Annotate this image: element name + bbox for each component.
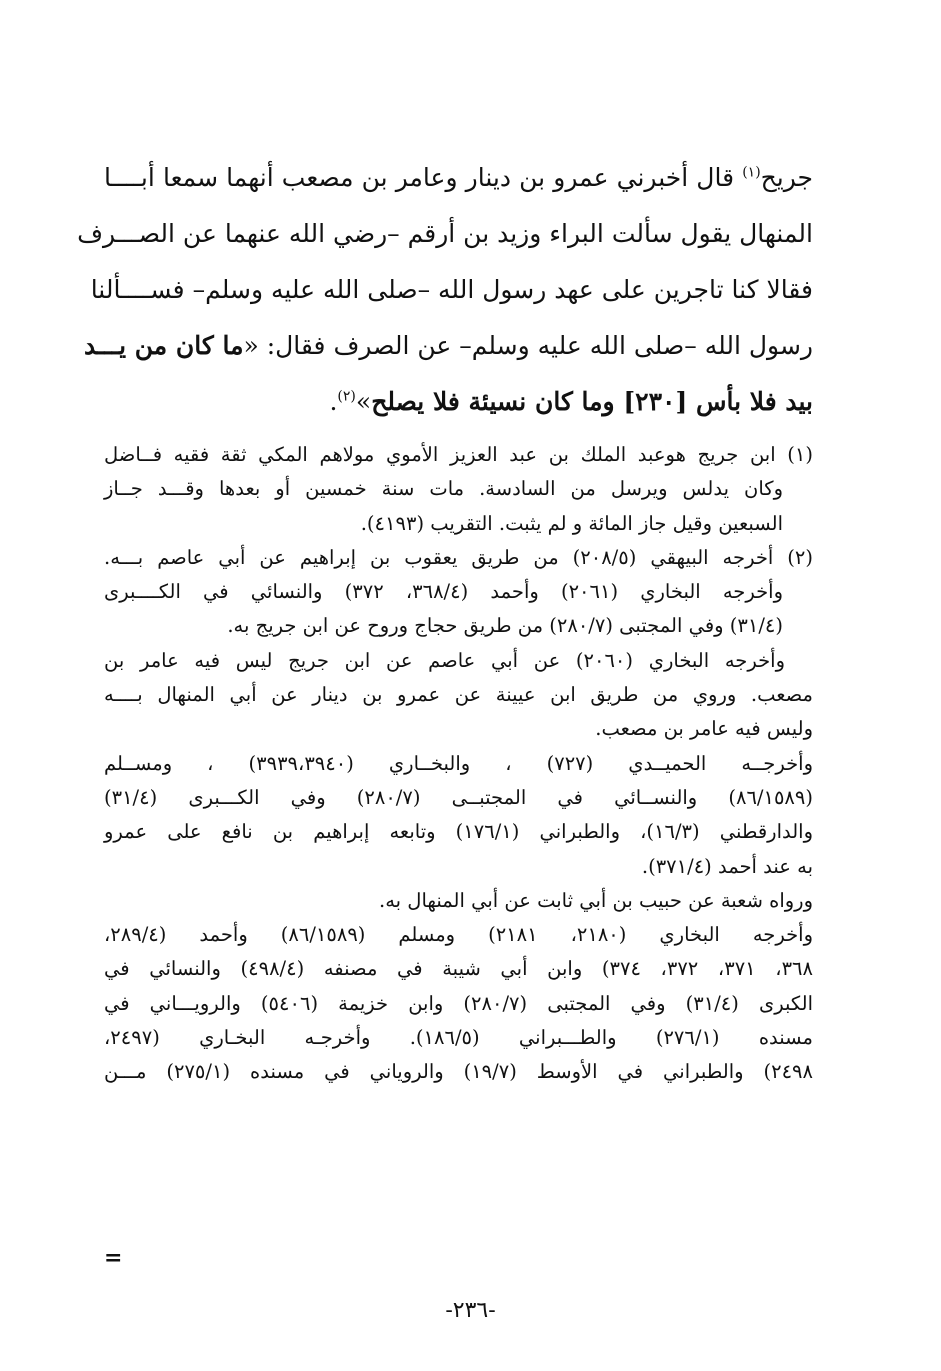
footnotes-block <box>104 438 813 1090</box>
main-text-block <box>77 150 813 430</box>
footnote-line: ٢٤٩٨) والطبراني في الأوسط (١٩/٧) والروياني في مسنده (٢٧٥/١) مـــن <box>104 1060 813 1084</box>
footnote-line: (٨٦/١٥٨٩) والنســائي في المجتبــى (٢٨٠/٧) وفي الكـــبرى (٣١/٤) <box>104 785 813 809</box>
footnote-line: وأخرجه البخاري (٢١٨٠، ٢١٨١) ومسلم (٨٦/١٥٨٩) وأحمد (٢٨٩/٤، <box>104 923 813 947</box>
footnote-line: (١) ابن جريج هوعبد الملك بن عبد العزيز الأموي مولاهم المكي ثقة فقيه فــاضل <box>104 443 813 466</box>
footnote-line: ٣٦٨، ٣٧١، ٣٧٢، ٣٧٤) وابن أبي شيبة في مصنفه (٤٩٨/٤) والنسائي في <box>104 957 813 981</box>
footnote-line: (٢) أخرجه البيهقي (٢٠٨/٥) من طريق يعقوب بن إبراهيم عن أبي عاصم بـــه. <box>104 545 813 569</box>
footnote-line: وأخرجه البخاري (٢٠٦١) وأحمد (٣٦٨/٤، ٣٧٢) والنسائي في الكــــبرى <box>104 580 784 604</box>
footnote-line: وأخرجــه الحميــدي (٧٢٧) ، والبخــاري (٣٩٣٩،٣٩٤٠) ، ومســلم <box>104 751 813 775</box>
main-line: بيد فلا بأس [٢٣٠] وما كان نسيئة فلا يصلح»$^{(٢)}$. <box>329 387 813 416</box>
main-line: المنهال يقول سألت البراء وزيد بن أرقم –رضي الله عنهما عن الصـــرف <box>77 219 813 248</box>
footnote-line: الكبرى (٣١/٤) وفي المجتبى (٢٨٠/٧) وابن خزيمة (٥٤٠٦) والرويـــاني في <box>104 991 813 1015</box>
footnote-line: مسنده (٢٧٦/١) والطـــبراني (١٨٦/٥). وأخرجـه البخـاري (٢٤٩٧، <box>104 1026 813 1050</box>
main-line: فقالا كنا تاجرين على عهد رسول الله –صلى الله عليه وسلم– فســــألنا <box>90 275 813 304</box>
continuation-mark: = <box>104 1245 123 1271</box>
footnote-line: السبعين وقيل جاز المائة و لم يثبت. التقريب (٤١٩٣). <box>360 511 783 535</box>
footnote-line: وليس فيه عامر بن مصعب. <box>595 717 813 741</box>
page-number: -٢٣٦- <box>445 1298 496 1323</box>
footnote-line: ورواه شعبة عن حبيب بن أبي ثابت عن أبي المنهال به. <box>379 888 813 912</box>
footnote-line: والدارقطني (١٦/٣)، والطبراني (١٧٦/١) وتابعه إبراهيم بن نافع على عمرو <box>104 820 814 844</box>
footnote-line: به عند أحمد (٣٧١/٤). <box>641 854 813 878</box>
footnote-line: مصعب. وروي من طريق ابن عيينة عن عمرو بن دينار عن أبي المنهال بــــه <box>104 683 813 707</box>
main-line: رسول الله –صلى الله عليه وسلم– عن الصرف فقال: «ما كان من يـــد <box>83 331 813 360</box>
footnote-line: (٣١/٤) وفي المجتبى (٢٨٠/٧) من طريق حجاج وروح عن ابن جريج به. <box>227 614 783 638</box>
footnote-line: وأخرجه البخاري (٢٠٦٠) عن أبي عاصم عن ابن جريج ليس فيه عامر بن <box>104 648 785 672</box>
main-line: جريح$^{(١)}$ قال أخبرني عمرو بن دينار وعامر بن مصعب أنهما سمعا أبــــا <box>104 163 813 192</box>
footnote-line: وكان يدلس ويرسل من السادسة. مات سنة خمسين أو بعدها وقـــد جــاز <box>104 477 783 501</box>
